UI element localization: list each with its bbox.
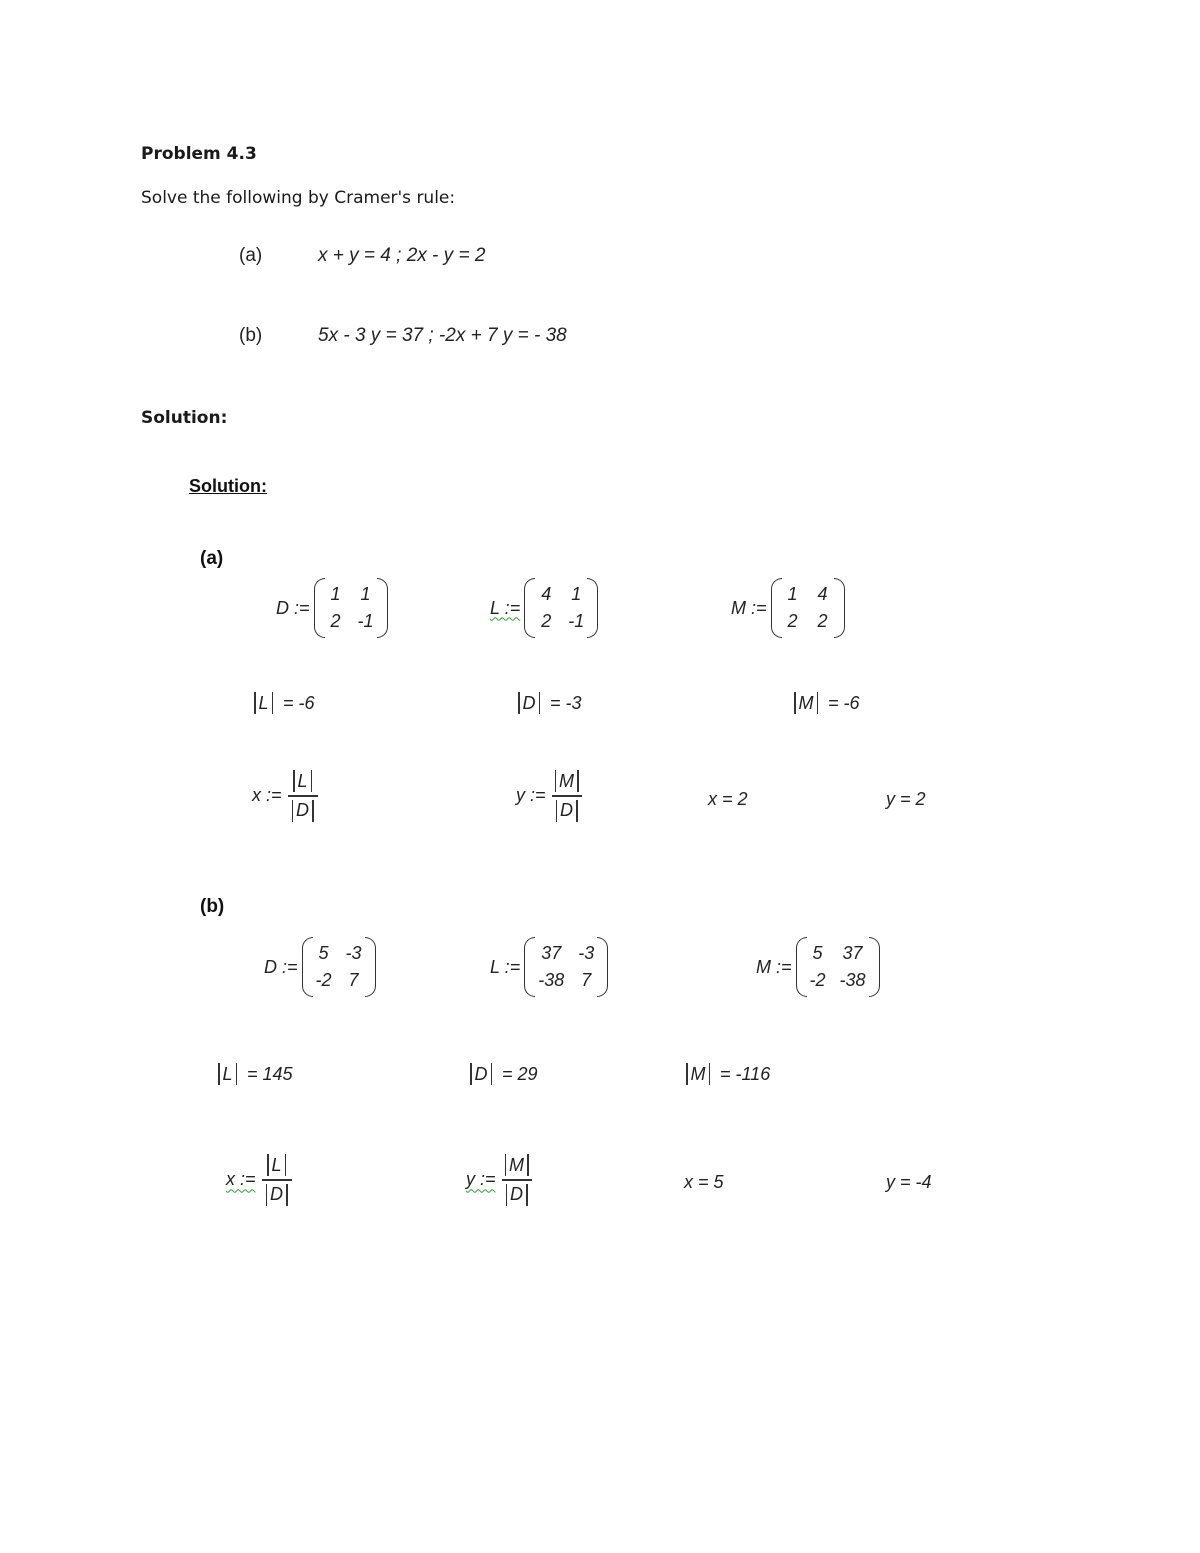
left-paren — [314, 578, 325, 638]
right-paren — [377, 578, 388, 638]
equation-a: x + y = 4 ; 2x - y = 2 — [318, 245, 486, 266]
part-b-matrix-m — [756, 937, 880, 997]
matrix-cell: 2 — [787, 611, 798, 631]
part-a-matrix-m — [731, 578, 845, 638]
right-paren — [869, 937, 880, 997]
matrix-cell: 7 — [348, 970, 359, 990]
part-b-det-d: D = 29 — [468, 1063, 538, 1085]
part-a-det-d: D = -3 — [516, 692, 582, 714]
left-paren — [302, 937, 313, 997]
equation-b-label: (b) — [239, 325, 263, 346]
matrix-cell: -1 — [357, 611, 374, 631]
matrix-cell: -38 — [839, 970, 866, 990]
matrix-cell: 2 — [817, 611, 828, 631]
left-paren — [524, 937, 535, 997]
matrix-cell: -1 — [568, 611, 585, 631]
matrix-name: L := — [490, 956, 521, 977]
matrix-cell: 1 — [330, 584, 341, 604]
matrix-cell: -2 — [809, 970, 826, 990]
part-b-det-l: L = 145 — [216, 1063, 293, 1085]
matrix-cell: 37 — [541, 943, 562, 963]
matrix-cell: 4 — [541, 584, 552, 604]
matrix-cell: 1 — [787, 584, 798, 604]
matrix-cell: 5 — [812, 943, 823, 963]
part-b-formula-y: y := M D — [466, 1154, 532, 1206]
part-b-matrix-d — [264, 937, 376, 997]
part-a-label: (a) — [200, 548, 224, 569]
part-b-result-y: y = -4 — [886, 1172, 932, 1192]
matrix-cell: 1 — [360, 584, 371, 604]
part-b-label: (b) — [200, 896, 225, 917]
matrix-name: D := — [264, 956, 298, 977]
equation-b: 5x - 3 y = 37 ; -2x + 7 y = - 38 — [318, 325, 567, 346]
matrix-cell: 1 — [571, 584, 582, 604]
matrix-name: L := — [490, 597, 521, 618]
right-paren — [597, 937, 608, 997]
matrix-name: D := — [276, 597, 310, 618]
problem-title: Problem 4.3 — [141, 144, 257, 164]
matrix-cell: -3 — [578, 943, 595, 963]
part-b-matrix-l — [490, 937, 608, 997]
problem-instruction: Solve the following by Cramer's rule: — [141, 188, 456, 208]
matrix-cell: 4 — [817, 584, 828, 604]
right-paren — [587, 578, 598, 638]
matrix-cell: -38 — [538, 970, 565, 990]
matrix-cell: -2 — [315, 970, 332, 990]
part-b-result-x: x = 5 — [684, 1172, 724, 1192]
part-a-result-x: x = 2 — [708, 789, 748, 809]
matrix-cell: 2 — [541, 611, 552, 631]
matrix-cell: -3 — [345, 943, 362, 963]
left-paren — [771, 578, 782, 638]
matrix-name: M := — [731, 597, 767, 618]
solution-heading: Solution: — [141, 408, 228, 428]
matrix-cell: 5 — [318, 943, 329, 963]
solution-subheading: Solution: — [189, 476, 267, 496]
part-b-formula-x: x := L D — [226, 1154, 292, 1206]
part-a-result-y: y = 2 — [886, 789, 926, 809]
left-paren — [524, 578, 535, 638]
right-paren — [834, 578, 845, 638]
part-a-formula-x: x := L D — [252, 770, 318, 822]
part-a-det-m: M = -6 — [792, 692, 860, 714]
part-a-matrix-d — [276, 578, 388, 638]
matrix-cell: 2 — [330, 611, 341, 631]
equation-a-label: (a) — [239, 245, 263, 266]
matrix-name: M := — [756, 956, 792, 977]
part-a-matrix-l — [490, 578, 598, 638]
part-a-formula-y: y := M D — [516, 770, 582, 822]
part-b-det-m: M = -116 — [684, 1063, 770, 1085]
part-a-det-l: L = -6 — [252, 692, 315, 714]
left-paren — [796, 937, 807, 997]
matrix-cell: 37 — [842, 943, 863, 963]
right-paren — [365, 937, 376, 997]
matrix-cell: 7 — [581, 970, 592, 990]
